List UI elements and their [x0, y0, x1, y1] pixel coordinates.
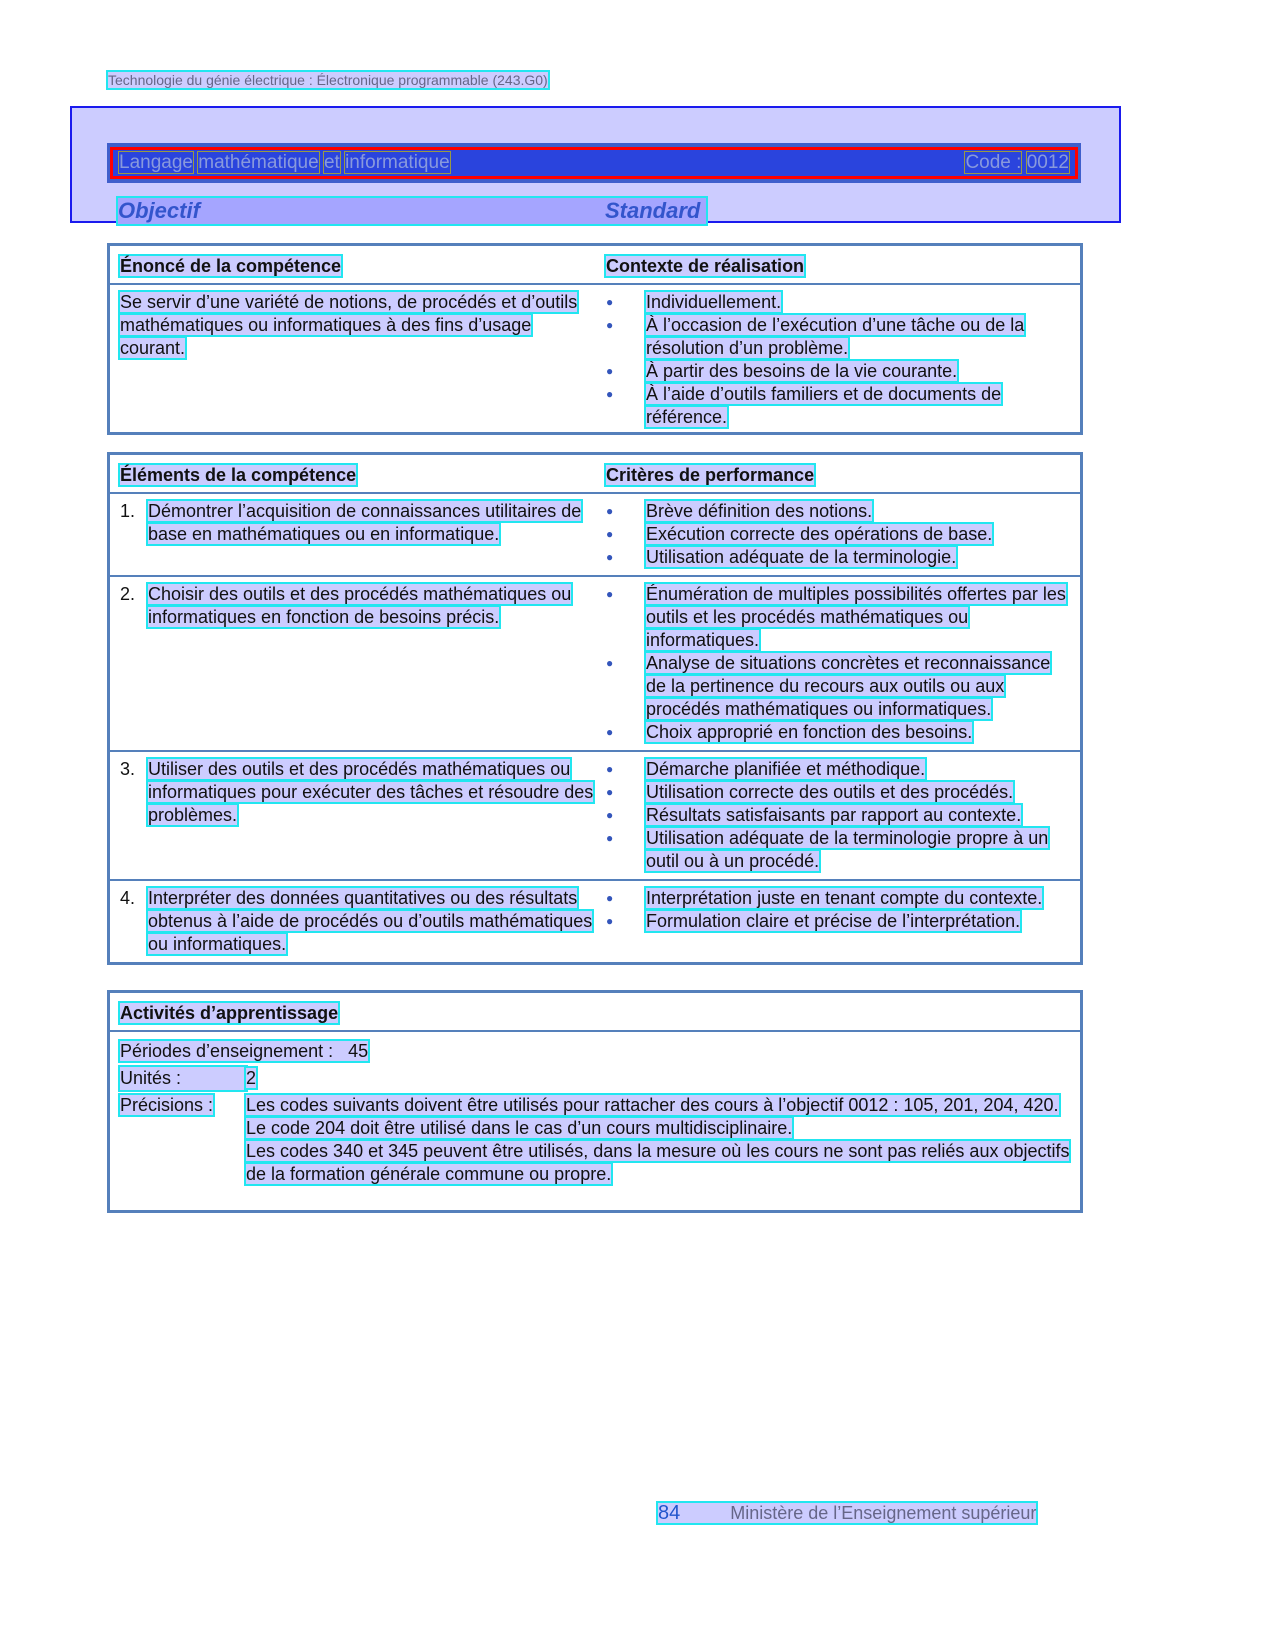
criteres-heading: Critères de performance — [606, 465, 815, 485]
criteria-list — [606, 583, 1070, 744]
unites-value: 2 — [246, 1068, 257, 1088]
list-item — [606, 781, 1070, 804]
unites-label: Unités : — [120, 1067, 246, 1090]
objective-title-bar — [107, 143, 1081, 183]
title-word: et — [323, 152, 340, 173]
contexte-heading: Contexte de réalisation — [606, 256, 805, 276]
table-row — [110, 494, 1080, 575]
list-item: ● À l’occasion de l’exécution d’une tâche ou de la résolution d’un problème. — [606, 315, 1025, 358]
running-head: Technologie du génie électrique : Électronique programmable (243.G0) — [108, 72, 548, 88]
contexte-item: Individuellement. — [646, 292, 782, 312]
bullet-icon: ● — [606, 808, 614, 822]
activites-heading: Activités d’apprentissage — [120, 1003, 339, 1023]
title-word: mathématique — [198, 152, 319, 173]
bullet-icon: ● — [606, 891, 614, 905]
bullet-icon: ● — [606, 504, 614, 518]
objective-standard-labels — [118, 198, 706, 224]
element-number: 2. — [120, 584, 136, 604]
list-item: ● À partir des besoins de la vie courante. — [606, 361, 958, 381]
periodes-value: 45 — [348, 1041, 369, 1061]
criterion: Utilisation adéquate de la terminologie. — [646, 547, 957, 567]
standard-label: Standard — [605, 198, 701, 223]
list-item — [606, 583, 1070, 652]
table-row — [110, 879, 1080, 962]
bullet-icon: ● — [606, 587, 614, 601]
enonce-heading: Énoncé de la compétence — [120, 256, 342, 276]
criterion: Formulation claire et précise de l’interprétation. — [646, 911, 1021, 931]
competence-table — [107, 243, 1083, 435]
element-text: Choisir des outils et des procédés mathématiques ou informatiques en fonction de besoins précis. — [148, 584, 572, 627]
bullet-icon: ● — [606, 725, 614, 739]
list-item — [606, 804, 1070, 827]
title-word: informatique — [345, 152, 450, 173]
bullet-icon: ● — [606, 914, 614, 928]
periodes-label: Périodes d’enseignement : — [120, 1041, 334, 1061]
element-number: 4. — [120, 888, 136, 908]
table-row — [110, 575, 1080, 750]
criteria-list — [606, 887, 1070, 956]
list-item: ● À l’aide d’outils familiers et de documents de référence. — [606, 384, 1002, 427]
precision-item: Le code 204 doit être utilisé dans le cas d’un cours multidisciplinaire. — [246, 1118, 793, 1138]
list-item — [606, 887, 1070, 910]
code-label: Code : — [965, 152, 1022, 173]
periodes — [120, 1041, 368, 1061]
list-item — [606, 500, 1070, 523]
enonce-text: Se servir d’une variété de notions, de procédés et d’outils mathématiques ou informatiques à des fins d’usage courant. — [120, 292, 578, 358]
criterion: Résultats satisfaisants par rapport au contexte. — [646, 805, 1022, 825]
bullet-icon: ● — [606, 762, 614, 776]
objective-code — [965, 152, 1069, 174]
criterion: Utilisation adéquate de la terminologie propre à un outil ou à un procédé. — [646, 828, 1049, 871]
element-number: 3. — [120, 759, 136, 779]
bullet-icon: ● — [606, 656, 614, 670]
bullet-icon: ● — [606, 550, 614, 564]
objectif-label: Objectif — [118, 198, 200, 223]
bullet-icon: ● — [606, 527, 614, 541]
ministry-name: Ministère de l’Enseignement supérieur — [730, 1503, 1037, 1523]
page-number: 84 — [658, 1502, 681, 1524]
list-item — [606, 546, 1070, 569]
title-word: Langage — [119, 152, 193, 173]
elements-table — [107, 452, 1083, 965]
criteria-list — [606, 500, 1070, 569]
contexte-list — [606, 291, 1070, 429]
criterion: Brève définition des notions. — [646, 501, 873, 521]
bullet-icon: ● — [606, 785, 614, 799]
list-item — [606, 758, 1070, 781]
list-item — [606, 652, 1070, 721]
contexte-item: À l’aide d’outils familiers et de documents de référence. — [646, 384, 1002, 427]
table-row — [110, 750, 1080, 879]
criterion: Énumération de multiples possibilités offertes par les outils et les procédés mathématiques ou informatiques. — [646, 584, 1066, 650]
list-item — [606, 721, 1070, 744]
criterion: Exécution correcte des opérations de base. — [646, 524, 993, 544]
element-text: Utiliser des outils et des procédés mathématiques ou informatiques pour exécuter des tâches et résoudre des problèmes. — [148, 759, 594, 825]
list-item — [606, 910, 1070, 933]
list-item — [606, 523, 1070, 546]
element-number: 1. — [120, 501, 136, 521]
precisions-label: Précisions : — [120, 1095, 214, 1115]
elements-heading: Éléments de la compétence — [120, 465, 357, 485]
criteria-list — [606, 758, 1070, 873]
element-text: Interpréter des données quantitatives ou des résultats obtenus à l’aide de procédés ou d’outils mathématiques ou informatiques. — [148, 888, 593, 954]
criterion: Choix approprié en fonction des besoins. — [646, 722, 973, 742]
criterion: Interprétation juste en tenant compte du contexte. — [646, 888, 1043, 908]
precision-item: Les codes suivants doivent être utilisés pour rattacher des cours à l’objectif 0012 : 105, 201, 204, 420. — [246, 1095, 1059, 1115]
activites-table — [107, 990, 1083, 1213]
criterion: Analyse de situations concrètes et reconnaissance de la pertinence du recours aux outils ou aux procédés mathématiques ou informatiques. — [646, 653, 1051, 719]
criterion: Démarche planifiée et méthodique. — [646, 759, 926, 779]
objective-title — [119, 152, 450, 174]
page-footer — [658, 1502, 1036, 1525]
list-item: ● Individuellement. — [606, 292, 782, 312]
contexte-item: À partir des besoins de la vie courante. — [646, 361, 958, 381]
precision-item: Les codes 340 et 345 peuvent être utilisés, dans la mesure où les cours ne sont pas reliés aux objectifs de la formation générale commune ou propre. — [246, 1141, 1070, 1184]
bullet-icon: ● — [606, 831, 614, 845]
element-text: Démontrer l’acquisition de connaissances utilitaires de base en mathématiques ou en informatique. — [148, 501, 582, 544]
contexte-item: À l’occasion de l’exécution d’une tâche ou de la résolution d’un problème. — [646, 315, 1025, 358]
criterion: Utilisation correcte des outils et des procédés. — [646, 782, 1014, 802]
list-item — [606, 827, 1070, 873]
code-value: 0012 — [1026, 152, 1069, 173]
